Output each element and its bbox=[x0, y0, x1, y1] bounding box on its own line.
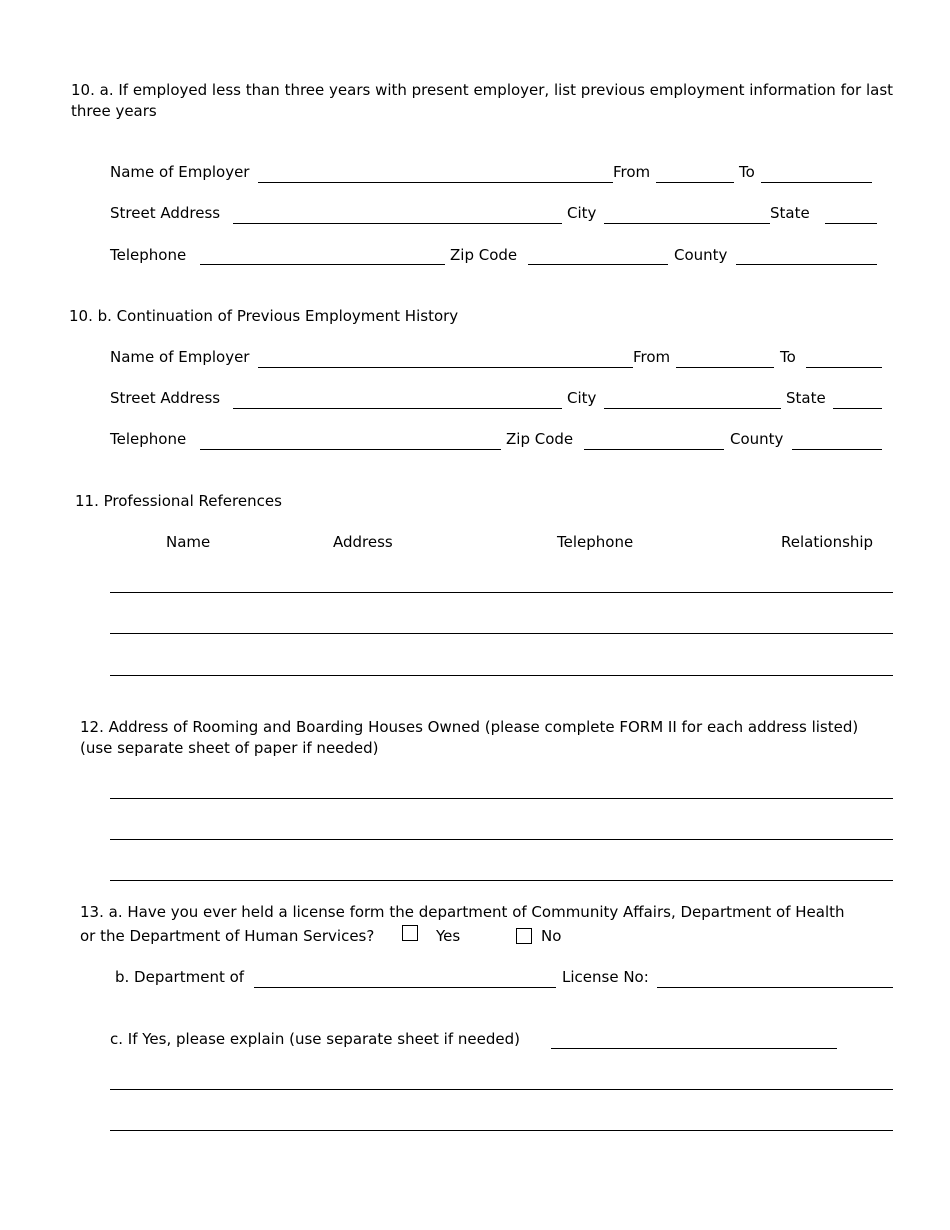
employer-field[interactable] bbox=[258, 182, 613, 183]
county-label: County bbox=[730, 430, 784, 448]
employer-label: Name of Employer bbox=[110, 348, 250, 366]
to-field[interactable] bbox=[806, 367, 882, 368]
yes-checkbox[interactable] bbox=[402, 925, 418, 941]
from-label: From bbox=[633, 348, 671, 366]
county-field[interactable] bbox=[792, 449, 882, 450]
explain-field[interactable] bbox=[551, 1048, 837, 1049]
column-header-relationship: Relationship bbox=[781, 533, 874, 551]
explain-label: c. If Yes, please explain (use separate sheet if needed) bbox=[110, 1030, 520, 1048]
column-header-name: Name bbox=[166, 533, 211, 551]
reference-line-3[interactable] bbox=[110, 675, 893, 676]
section-13-question-cont: or the Department of Human Services? bbox=[80, 927, 375, 945]
city-field[interactable] bbox=[604, 408, 781, 409]
address-line-2[interactable] bbox=[110, 839, 893, 840]
employer-label: Name of Employer bbox=[110, 163, 250, 181]
to-label: To bbox=[780, 348, 796, 366]
no-label: No bbox=[541, 927, 562, 945]
street-field[interactable] bbox=[233, 408, 562, 409]
to-label: To bbox=[739, 163, 755, 181]
from-field[interactable] bbox=[656, 182, 734, 183]
city-label: City bbox=[567, 389, 597, 407]
explain-line-2[interactable] bbox=[110, 1130, 893, 1131]
employer-field[interactable] bbox=[258, 367, 633, 368]
zip-label: Zip Code bbox=[506, 430, 574, 448]
street-field[interactable] bbox=[233, 223, 562, 224]
no-checkbox[interactable] bbox=[516, 928, 532, 944]
city-field[interactable] bbox=[604, 223, 770, 224]
telephone-label: Telephone bbox=[110, 430, 187, 448]
zip-field[interactable] bbox=[584, 449, 724, 450]
reference-line-2[interactable] bbox=[110, 633, 893, 634]
section-10a-heading-cont: three years bbox=[71, 102, 157, 120]
state-field[interactable] bbox=[825, 223, 877, 224]
to-field[interactable] bbox=[761, 182, 872, 183]
section-10b-heading: 10. b. Continuation of Previous Employment History bbox=[69, 307, 459, 325]
zip-label: Zip Code bbox=[450, 246, 518, 264]
state-label: State bbox=[770, 204, 810, 222]
state-label: State bbox=[786, 389, 826, 407]
street-label: Street Address bbox=[110, 389, 221, 407]
state-field[interactable] bbox=[833, 408, 882, 409]
reference-line-1[interactable] bbox=[110, 592, 893, 593]
telephone-field[interactable] bbox=[200, 264, 445, 265]
section-11-heading: 11. Professional References bbox=[75, 492, 282, 510]
county-label: County bbox=[674, 246, 728, 264]
street-label: Street Address bbox=[110, 204, 221, 222]
address-line-1[interactable] bbox=[110, 798, 893, 799]
column-header-address: Address bbox=[333, 533, 393, 551]
city-label: City bbox=[567, 204, 597, 222]
zip-field[interactable] bbox=[528, 264, 668, 265]
yes-label: Yes bbox=[436, 927, 461, 945]
column-header-telephone: Telephone bbox=[557, 533, 634, 551]
department-label: b. Department of bbox=[115, 968, 245, 986]
section-12-heading: 12. Address of Rooming and Boarding Houses Owned (please complete FORM II for each address listed) bbox=[80, 718, 859, 736]
section-13-question: 13. a. Have you ever held a license form the department of Community Affairs, Department of Health bbox=[80, 903, 845, 921]
license-number-field[interactable] bbox=[657, 987, 893, 988]
from-label: From bbox=[613, 163, 651, 181]
telephone-field[interactable] bbox=[200, 449, 501, 450]
from-field[interactable] bbox=[676, 367, 774, 368]
county-field[interactable] bbox=[736, 264, 877, 265]
license-number-label: License No: bbox=[562, 968, 649, 986]
address-line-3[interactable] bbox=[110, 880, 893, 881]
section-12-heading-cont: (use separate sheet of paper if needed) bbox=[80, 739, 379, 757]
telephone-label: Telephone bbox=[110, 246, 187, 264]
department-field[interactable] bbox=[254, 987, 556, 988]
explain-line-1[interactable] bbox=[110, 1089, 893, 1090]
section-10a-heading: 10. a. If employed less than three years with present employer, list previous employment information for last bbox=[71, 81, 894, 99]
